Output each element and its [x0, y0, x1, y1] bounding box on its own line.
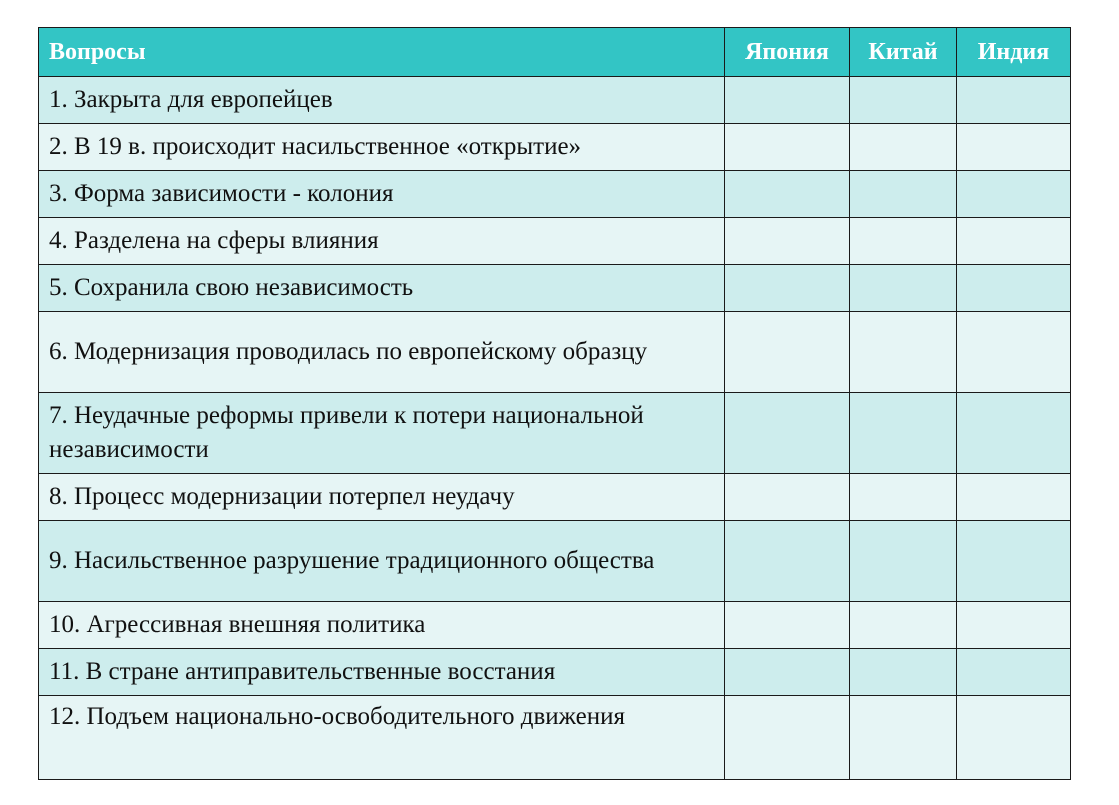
india-answer-cell[interactable] [957, 171, 1071, 218]
table-row [39, 171, 1071, 218]
question-cell: 7. Неудачные реформы привели к потери национальной независимости [39, 393, 725, 474]
question-cell: 12. Подъем национально-освободительного движения [39, 696, 725, 780]
china-answer-cell[interactable] [850, 649, 957, 696]
china-answer-cell[interactable] [850, 474, 957, 521]
china-answer-cell[interactable] [850, 171, 957, 218]
india-answer-cell[interactable] [957, 312, 1071, 393]
china-answer-cell[interactable] [850, 521, 957, 602]
table-row [39, 393, 1071, 474]
table-row [39, 312, 1071, 393]
japan-answer-cell[interactable] [725, 602, 850, 649]
japan-answer-cell[interactable] [725, 649, 850, 696]
india-answer-cell[interactable] [957, 602, 1071, 649]
header-row [39, 28, 1071, 77]
question-cell: 3. Форма зависимости - колония [39, 171, 725, 218]
india-answer-cell[interactable] [957, 393, 1071, 474]
question-cell: 6. Модернизация проводилась по европейскому образцу [39, 312, 725, 393]
japan-answer-cell[interactable] [725, 696, 850, 780]
header-questions: Вопросы [39, 28, 725, 77]
india-answer-cell[interactable] [957, 77, 1071, 124]
table-row [39, 218, 1071, 265]
table-row [39, 265, 1071, 312]
japan-answer-cell[interactable] [725, 312, 850, 393]
comparison-table [38, 27, 1071, 780]
question-cell: 4. Разделена на сферы влияния [39, 218, 725, 265]
header-japan: Япония [725, 28, 850, 77]
question-cell: 8. Процесс модернизации потерпел неудачу [39, 474, 725, 521]
question-cell: 5. Сохранила свою независимость [39, 265, 725, 312]
china-answer-cell[interactable] [850, 124, 957, 171]
table-row [39, 77, 1071, 124]
table-row [39, 696, 1071, 780]
table-row [39, 474, 1071, 521]
china-answer-cell[interactable] [850, 312, 957, 393]
india-answer-cell[interactable] [957, 265, 1071, 312]
japan-answer-cell[interactable] [725, 521, 850, 602]
japan-answer-cell[interactable] [725, 218, 850, 265]
china-answer-cell[interactable] [850, 696, 957, 780]
japan-answer-cell[interactable] [725, 171, 850, 218]
china-answer-cell[interactable] [850, 602, 957, 649]
table-row [39, 521, 1071, 602]
question-cell: 11. В стране антиправительственные восстания [39, 649, 725, 696]
china-answer-cell[interactable] [850, 393, 957, 474]
japan-answer-cell[interactable] [725, 124, 850, 171]
japan-answer-cell[interactable] [725, 474, 850, 521]
china-answer-cell[interactable] [850, 77, 957, 124]
india-answer-cell[interactable] [957, 124, 1071, 171]
china-answer-cell[interactable] [850, 218, 957, 265]
india-answer-cell[interactable] [957, 218, 1071, 265]
header-china: Китай [850, 28, 957, 77]
japan-answer-cell[interactable] [725, 77, 850, 124]
table-row [39, 602, 1071, 649]
question-cell: 10. Агрессивная внешняя политика [39, 602, 725, 649]
table-container [38, 27, 1070, 780]
question-cell: 9. Насильственное разрушение традиционного общества [39, 521, 725, 602]
india-answer-cell[interactable] [957, 474, 1071, 521]
india-answer-cell[interactable] [957, 649, 1071, 696]
india-answer-cell[interactable] [957, 696, 1071, 780]
table-row [39, 124, 1071, 171]
china-answer-cell[interactable] [850, 265, 957, 312]
table-row [39, 649, 1071, 696]
japan-answer-cell[interactable] [725, 265, 850, 312]
question-cell: 1. Закрыта для европейцев [39, 77, 725, 124]
india-answer-cell[interactable] [957, 521, 1071, 602]
japan-answer-cell[interactable] [725, 393, 850, 474]
header-india: Индия [957, 28, 1071, 77]
question-cell: 2. В 19 в. происходит насильственное «открытие» [39, 124, 725, 171]
